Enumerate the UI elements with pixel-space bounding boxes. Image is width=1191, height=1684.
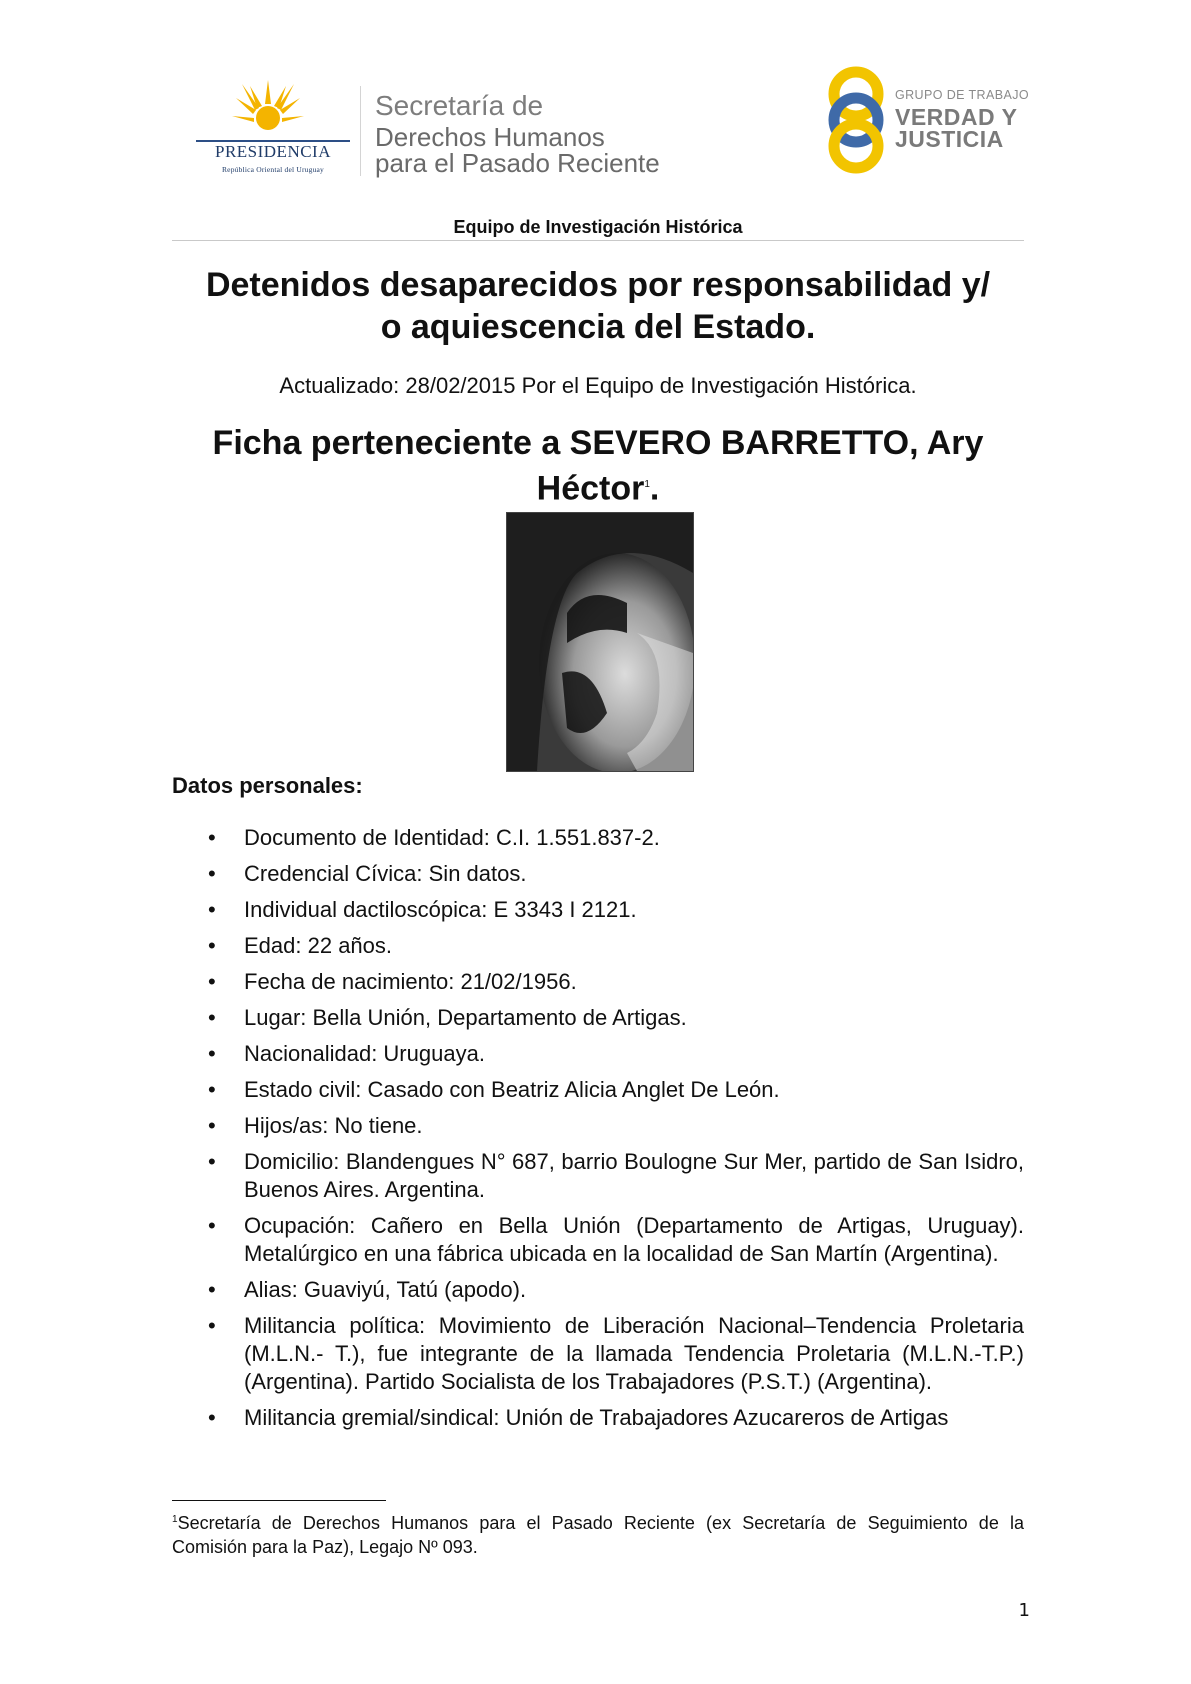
footnote-mark: 1	[172, 1514, 178, 1525]
bullet-icon	[208, 860, 218, 888]
team-heading: Equipo de Investigación Histórica	[453, 217, 743, 237]
list-item: • Individual dactiloscópica: E 3343 I 2121.	[172, 896, 1024, 924]
updated-line: Actualizado: 28/02/2015 Por el Equipo de Investigación Histórica.	[279, 373, 917, 398]
list-item: • Domicilio: Blandengues N° 687, barrio Boulogne Sur Mer, partido de San Isidro, Buenos Aires. Argentina.	[172, 1148, 1024, 1204]
presidencia-logo	[196, 78, 350, 178]
list-item: • Credencial Cívica: Sin datos.	[172, 860, 1024, 888]
list-item: • Militancia política: Movimiento de Liberación Nacional–Tendencia Proletaria (M.L.N.- T.), fue integrante de la llamada Tendencia Proletaria (M.L.N.-T.P.) (Argentina). Partido Socialista de los Trabajadores (P.S.T.) (Argentina).	[172, 1312, 1024, 1396]
ficha-line-2	[172, 464, 1024, 509]
bullet-icon	[208, 1312, 218, 1340]
heading-rule	[172, 240, 1024, 241]
list-item: • Lugar: Bella Unión, Departamento de Artigas.	[172, 1004, 1024, 1032]
list-item: • Hijos/as: No tiene.	[172, 1112, 1024, 1140]
secretaria-line-1: Secretaría de	[375, 90, 544, 121]
header-divider	[360, 86, 361, 176]
list-item: • Estado civil: Casado con Beatriz Alicia Anglet De León.	[172, 1076, 1024, 1104]
bullet-icon	[208, 1040, 218, 1068]
bullet-icon	[208, 1076, 218, 1104]
list-item: • Documento de Identidad: C.I. 1.551.837-2.	[172, 824, 1024, 852]
ficha-period: .	[649, 469, 660, 508]
bullet-icon	[208, 968, 218, 996]
ficha-name: Héctor	[536, 469, 645, 508]
bullet-icon	[208, 1112, 218, 1140]
bullet-icon	[208, 824, 218, 852]
bullet-icon	[208, 1404, 218, 1432]
ficha-title	[172, 422, 1024, 509]
title-line-1: Detenidos desaparecidos por responsabilidad y/	[205, 266, 991, 304]
list-item: • Ocupación: Cañero en Bella Unión (Departamento de Artigas, Uruguay). Metalúrgico en una fábrica ubicada en la localidad de San Martín (Argentina).	[172, 1212, 1024, 1268]
presidencia-subtitle: República Oriental del Uruguay	[221, 165, 324, 174]
portrait-photo	[506, 512, 694, 772]
footnote-text: Secretaría de Derechos Humanos para el Pasado Reciente (ex Secretaría de Seguimiento de la Comisión para la Paz), Legajo Nº 093.	[172, 1513, 1024, 1557]
bullet-icon	[208, 1212, 218, 1240]
secretaria-line-3: para el Pasado Reciente	[375, 148, 660, 178]
bullet-icon	[208, 932, 218, 960]
list-item: • Nacionalidad: Uruguaya.	[172, 1040, 1024, 1068]
bullet-icon	[208, 896, 218, 924]
portrait-image	[507, 513, 693, 771]
bullet-icon	[208, 1148, 218, 1176]
list-item: • Militancia gremial/sindical: Unión de Trabajadores Azucareros de Artigas	[172, 1404, 1024, 1432]
ficha-line-1: Ficha perteneciente a SEVERO BARRETTO, Ary	[212, 424, 984, 462]
presidencia-wordmark: PRESIDENCIA	[214, 142, 331, 161]
grupo-line-3: JUSTICIA	[895, 126, 1004, 152]
grupo-line-1: GRUPO DE TRABAJO	[895, 88, 1029, 102]
sun-emblem-icon	[230, 78, 306, 134]
section-heading: Datos personales:	[172, 773, 363, 798]
personal-data-list	[172, 824, 1024, 1440]
bullet-icon	[208, 1004, 218, 1032]
bullet-icon	[208, 1276, 218, 1304]
list-item: • Fecha de nacimiento: 21/02/1956.	[172, 968, 1024, 996]
list-item: • Edad: 22 años.	[172, 932, 1024, 960]
document-title	[172, 264, 1024, 348]
grupo-line-2: VERDAD Y	[895, 104, 1018, 130]
footnote	[172, 1508, 1024, 1559]
title-line-2: o aquiescencia del Estado.	[380, 308, 816, 346]
footnote-ref[interactable]: 1	[644, 479, 650, 490]
page-number: 1	[1018, 1600, 1030, 1621]
list-item: • Alias: Guaviyú, Tatú (apodo).	[172, 1276, 1024, 1304]
secretaria-line-2: Derechos Humanos	[375, 122, 605, 152]
footnote-separator	[172, 1500, 386, 1501]
